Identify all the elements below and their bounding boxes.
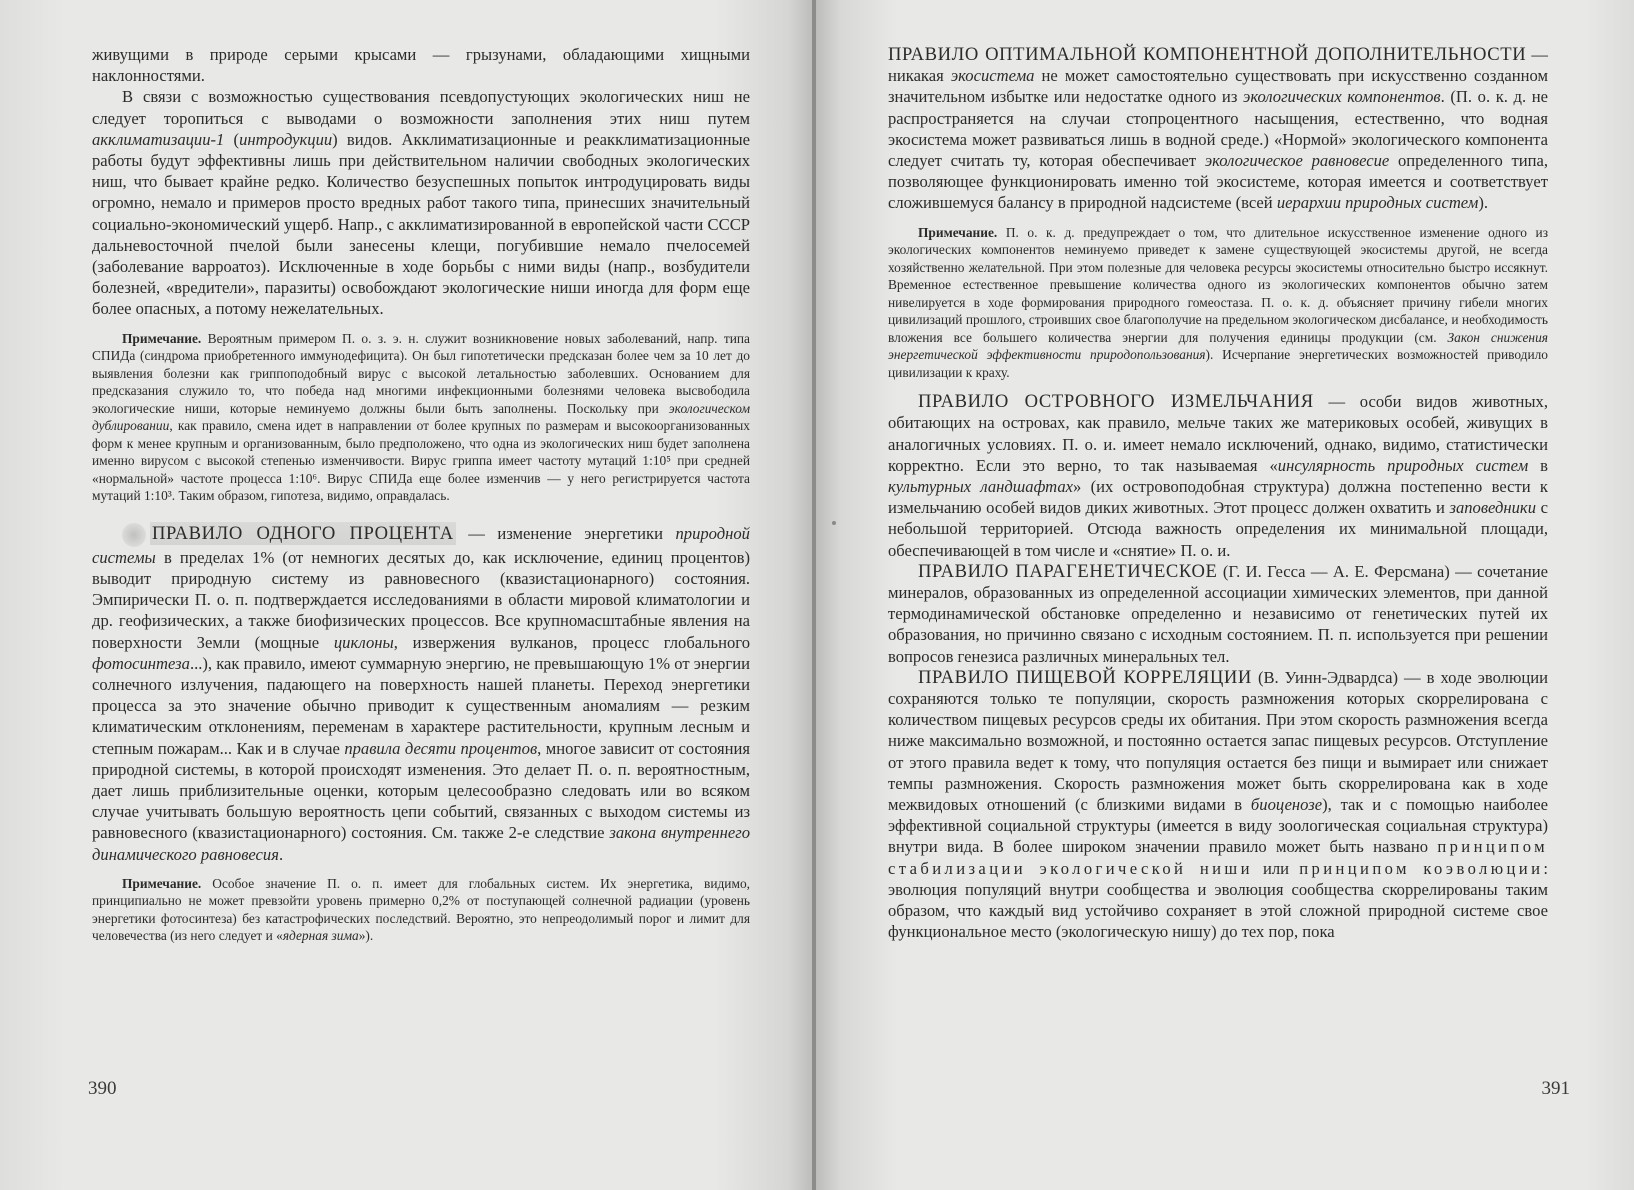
cultural-landscapes-term-link[interactable]: культурных ландшафтах: [888, 476, 1073, 496]
one-percent-text-6: .: [278, 844, 284, 864]
one-percent-text-1: — изменение энергетики: [455, 523, 676, 543]
introduction-term-link[interactable]: интродукции: [239, 129, 333, 149]
food-correlation-rule-heading: ПРАВИЛО ПИЩЕВОЙ КОРРЕЛЯЦИИ: [918, 666, 1252, 688]
ecological-duplication-term-link[interactable]: экологическом дублировании: [92, 400, 750, 434]
one-percent-rule-heading: ПРАВИЛО ОДНОГО ПРОЦЕНТА: [152, 522, 454, 544]
insularity-term-link[interactable]: инсулярность природных систем: [1277, 455, 1529, 475]
acclimatization-paragraph: [92, 86, 750, 319]
coevolution-principle: принципом коэволюции: [1299, 858, 1544, 878]
niche-stabilization-principle: принципом стабилизации экологической ниши: [888, 837, 1548, 878]
one-percent-note-text-1: Особое значение П. о. п. имеет для глобальных систем. Их энергетика, видимо, принципиально не может превзойти уровень примерно 0,2% от поступающей солнечной радиации (уровень энергетики фотосинтеза) без катастрофических последствий. Вероятно, это непреодолимый порог и лимит для человечества (из него следует и «: [92, 875, 750, 944]
ecological-components-term-link[interactable]: экологических компонентов: [1243, 87, 1441, 107]
acclimatization-text-2: (: [224, 129, 240, 149]
food-correlation-text-1: (В. Уинн-Эдвардса) — в ходе эволюции сохраняются только те популяции, скорость размножения которых скоррелирована с количеством пищевых ресурсов среды их обитания. При этом скорость размножения всегда ниже максимально возможной, и постоянно остается запас пищевых ресурсов. Отступление от этого правила ведет к тому, что популяция остается без пищи и вымирает или снижает темпы размножения. Скорость размножения может быть скоррелирована как в ходе межвидовых отношений (с близкими видами в: [888, 667, 1548, 814]
complementarity-text-5: ).: [1478, 193, 1489, 213]
food-correlation-text-3: или: [1252, 858, 1300, 878]
food-correlation-text-2: ), так и с помощью наиболее эффективной социальной структуры (имеется в виду зоологическая социальная структура) внутри вида. В более широком значении правило может быть названо: [888, 794, 1548, 857]
paragenetic-rule-heading: ПРАВИЛО ПАРАГЕНЕТИЧЕСКОЕ: [918, 560, 1218, 582]
one-percent-text-3: , извержения вулканов, процесс глобального: [393, 632, 750, 652]
complementarity-note-text-2: ). Исчерпание энергетических возможностей приводило цивилизации к краху.: [888, 347, 1549, 380]
complementarity-text-1: — никакая: [888, 45, 1548, 86]
island-text-2: в: [1528, 455, 1549, 475]
left-page: [0, 0, 812, 1190]
complementarity-text-4: определенного типа, позволяющее функционировать именно той экосистеме, которая имеется и соответствует сложившемуся балансу в природной надсистеме (всей: [888, 151, 1548, 213]
complementarity-note-text-1: П. о. к. д. предупреждает о том, что длительное искусственное изменение одного из экологических компонентов неминуемо приведет к замене существующей экосистемы другой, не всегда хозяйственно желательной. При этом полезные для человека ресурсы экосистемы относительно быстро иссякнут. Временное естественное превышение количества одного из экологических компонентов обычно затем нивелируется в ходе формирования природного гомеостаза. П. о. к. д. объясняет причину гибели многих цивилизаций прошлого, строивших свое благополучие на предельном экологическом дисбалансе, и необходимость вложения все большего количества энергии для получения единицы продукции (см.: [888, 224, 1548, 345]
natural-system-term-link[interactable]: природной системы: [92, 523, 750, 567]
biocenosis-term-link[interactable]: биоценозе: [1250, 794, 1323, 814]
food-correlation-rule-entry: [888, 667, 1548, 943]
component-complementarity-rule-heading: ПРАВИЛО ОПТИМАЛЬНОЙ КОМПОНЕНТНОЙ ДОПОЛНИТЕЛЬНОСТИ: [888, 44, 1527, 65]
page-number-right: 391: [1541, 1078, 1570, 1099]
paragenetic-rule-entry: [888, 561, 1548, 667]
aids-note: [92, 330, 750, 505]
component-complementarity-rule-entry: [888, 44, 1548, 214]
note-label: Примечание.: [122, 330, 202, 346]
aids-note-text-2: , как правило, смена идет в направлении от более крупных по размерам и высокоорганизованных форм к менее крупным и организованным, было предположено, что одна из экологических ниш будет заполнена именно вирусом с высокой степенью изменчивости. Вирус гриппа имеет частоту мутаций 1:10⁵ при средней «нормальной» частоте процесса 1:10⁶. Вирус СПИДа еще более изменчив — у него регистрируется частота мутаций 1:10³. Таким образом, гипотеза, видимо, оправдалась.: [92, 418, 750, 504]
right-page: [816, 0, 1634, 1190]
photosynthesis-term-link[interactable]: фотосинтеза: [92, 653, 190, 673]
page-number-left: 390: [88, 1078, 117, 1099]
food-correlation-text-4: : эволюция популяций внутри сообщества и эволюция сообщества скоррелированы таким образом, что каждый вид устойчиво сохраняет в этой сложной природной системе свое функциональное место (экологическую нишу) до тех пор, пока: [888, 858, 1548, 942]
ecological-equilibrium-term-link[interactable]: экологическое равновесие: [1204, 151, 1390, 171]
margin-dot-mark: [832, 521, 836, 525]
aids-note-text-1: Вероятным примером П. о. з. э. н. служит возникновение новых заболеваний, напр. типа СПИДа (синдрома приобретенного иммунодефицита). Он был гипотетически предсказан более чем за 10 лет до выявления болезни как гриппоподобный вирус с высокой летальностью заболевших. Основанием для предсказания служило то, что победа над многими инфекционными болезнями человека высвободила экологические ниши, которые неминуемо должны были быть заполнены. Поскольку при: [92, 330, 750, 416]
island-text-1: — особи видов животных, обитающих на островах, как правило, мельче таких же материковых особей, живущих в аналогичных условиях. П. о. и. имеет немало исключений, однако, видимо, статистически корректно. Если это верно, то так называемая «: [888, 392, 1549, 475]
left-intro-paragraph: живущими в природе серыми крысами — грызунами, обладающими хищными наклонностями.: [92, 45, 750, 86]
acclimatization-text-3: ) видов. Акклиматизационные и реакклиматизационные работы будут эффективны лишь при действительном наличии свободных экологических ниш, что бывает крайне редко. Количество безуспешных попыток интродуцировать виды огромно, немало и примеров просто вредных работ такого типа, принесших значительный социально-экономический ущерб. Напр., с акклиматизированной в европейской части СССР дальневосточной пчелой были занесены клещи, погубившие немало пчелосемей (заболевание варроатоз). Исключенные в ходе борьбы с ними виды (напр., возбудители болезней, «вредители», паразиты) освобождают экологические ниши иногда для форм еще более опасных, а потому нежелательных.: [92, 129, 750, 319]
island-dwarfism-rule-heading: ПРАВИЛО ОСТРОВНОГО ИЗМЕЛЬЧАНИЯ: [918, 391, 1314, 413]
complementarity-note: [888, 224, 1548, 382]
one-percent-text-4: ...), как правило, имеют суммарную энергию, не превышающую 1% от энергии солнечного излучения, падающего на поверхность нашей планеты. Переход энергетики процесса за это значение обычно приводит к существенным аномалиям — резким климатическим отклонениям, переменам в характере растительности, крупным лесным и степным пожарам... Как и в случае: [92, 653, 750, 758]
dynamic-equilibrium-law-link[interactable]: закона внутреннего динамического равновесия: [92, 823, 750, 864]
island-dwarfism-rule-entry: [888, 391, 1548, 561]
island-text-3: » (их островоподобная структура) должна постепенно вести к измельчанию особей видов диких животных. Этот процесс должен охватить и: [888, 476, 1548, 518]
one-percent-text-2: в пределах 1% (от немногих десятых до, как исключение, единиц процентов) выводит природную систему из равновесного (квазистационарного) состояния. Эмпирически П. о. п. подтверждается исследованиями в области мировой климатологии и др. геофизических, а также биофизических процессов. Все крупномасштабные явления на поверхности Земли (мощные: [92, 547, 750, 652]
note-label: Примечание.: [918, 224, 998, 240]
ecosystem-term-link[interactable]: экосистема: [950, 66, 1035, 86]
energy-efficiency-law-link[interactable]: Закон снижения энергетической эффективности природопользования: [888, 329, 1548, 363]
acclimatization-text-1: В связи с возможностью существования псевдопустующих экологических ниш не следует торопиться с выводами о возможности заполнения этих ниш путем: [92, 87, 750, 128]
complementarity-text-3: . (П. о. к. д. не распространяется на случаи стопроцентного насыщения, естественно, что водная экосистема может развиваться лишь в водной среде.) «Нормой» экологического компонента следует считать ту, которая обеспечивает: [888, 87, 1548, 171]
island-text-4: с небольшой территорией. Отсюда важность определения их минимальной площади, обеспечивающей в том числе и «снятие» П. о. и.: [888, 498, 1549, 560]
reserves-term-link[interactable]: заповедники: [1449, 498, 1536, 518]
one-percent-note-text-2: »).: [358, 928, 374, 944]
paragenetic-text-1: (Г. И. Гесса — А. Е. Ферсмана) — сочетание минералов, образованных из определенной ассоциации химических элементов, при данной термодинамической обстановке определенно и независимо от генетических путей их образования, но причинно связано с исходным состоянием. П. п. используется при решении вопросов генезиса различных минеральных тел.: [888, 561, 1548, 666]
acclimatization-term-link[interactable]: акклиматизации-1: [92, 129, 225, 149]
one-percent-note: [92, 875, 750, 945]
note-label: Примечание.: [122, 875, 202, 891]
pencil-circle-mark: [122, 523, 146, 547]
ten-percent-rule-link[interactable]: правила десяти процентов: [344, 738, 538, 758]
natural-systems-hierarchy-link[interactable]: иерархии природных систем: [1276, 193, 1479, 213]
one-percent-text-5: , многое зависит от состояния природной системы, в которой происходят изменения. Это делает П. о. п. вероятностным, дает лишь приблизительные оценки, которым целесообразно следовать или во всяком случае учитывать большую вероятность цепи событий, связанных с выходом системы из равновесного (квазистационарного) состояния. См. также 2-е следствие: [92, 738, 750, 843]
cyclones-term-link[interactable]: циклоны: [333, 632, 394, 652]
complementarity-text-2: не может самостоятельно существовать при искусственно созданном значительном избытке или недостатке одного из: [888, 66, 1548, 107]
nuclear-winter-term-link[interactable]: ядерная зима: [282, 928, 359, 944]
one-percent-rule-entry: [92, 523, 750, 865]
